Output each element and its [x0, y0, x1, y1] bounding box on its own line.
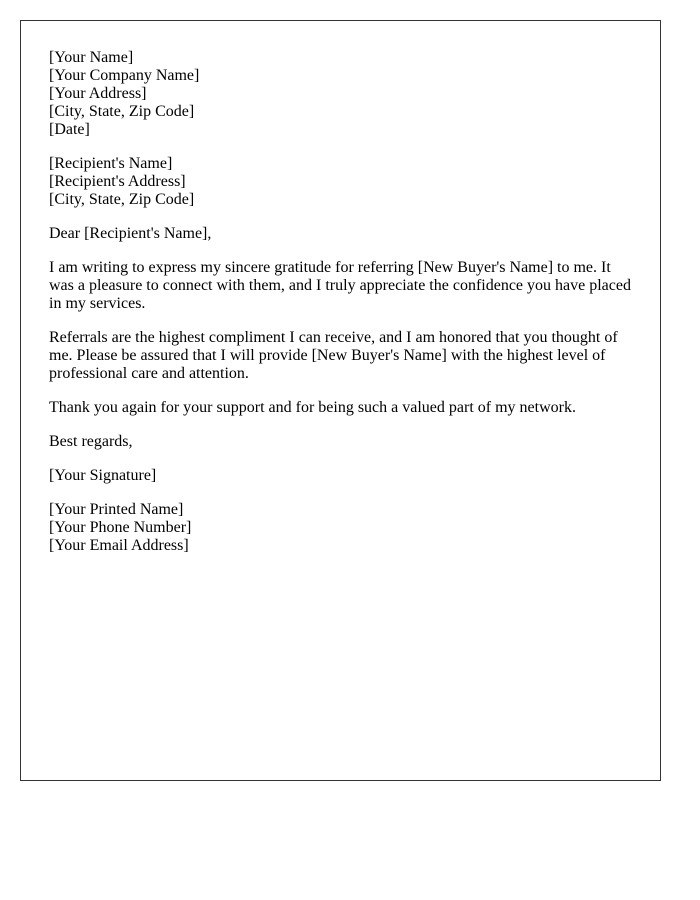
recipient-city: [City, State, Zip Code]: [49, 191, 195, 208]
letter: [20, 20, 661, 781]
printed-name: [Your Printed Name]: [49, 501, 184, 518]
phone-number: [Your Phone Number]: [49, 519, 192, 536]
body-paragraph-2: Referrals are the highest compliment I can receive, and I am honored that you thought of me. Please be assured that I will provide [New Buyer's Name] with the highest level of professional care and attention.: [49, 329, 618, 382]
date: [Date]: [49, 121, 90, 138]
sender-company: [Your Company Name]: [49, 67, 200, 84]
body-paragraph-3: Thank you again for your support and for being such a valued part of my network.: [49, 399, 576, 416]
salutation: Dear [Recipient's Name],: [49, 225, 212, 242]
recipient-name: [Recipient's Name]: [49, 155, 173, 172]
recipient-address: [Recipient's Address]: [49, 173, 186, 190]
sender-address: [Your Address]: [49, 85, 147, 102]
sender-block: [49, 49, 632, 139]
sender-city: [City, State, Zip Code]: [49, 103, 195, 120]
closing: Best regards,: [49, 433, 133, 450]
signature: [Your Signature]: [49, 467, 157, 484]
sender-name: [Your Name]: [49, 49, 134, 66]
email-address: [Your Email Address]: [49, 537, 189, 554]
recipient-block: [49, 155, 632, 209]
body-paragraph-1: I am writing to express my sincere gratitude for referring [New Buyer's Name] to me. It was a pleasure to connect with them, and I truly appreciate the confidence you have placed in my services.: [49, 259, 631, 312]
footer-block: [49, 501, 632, 555]
